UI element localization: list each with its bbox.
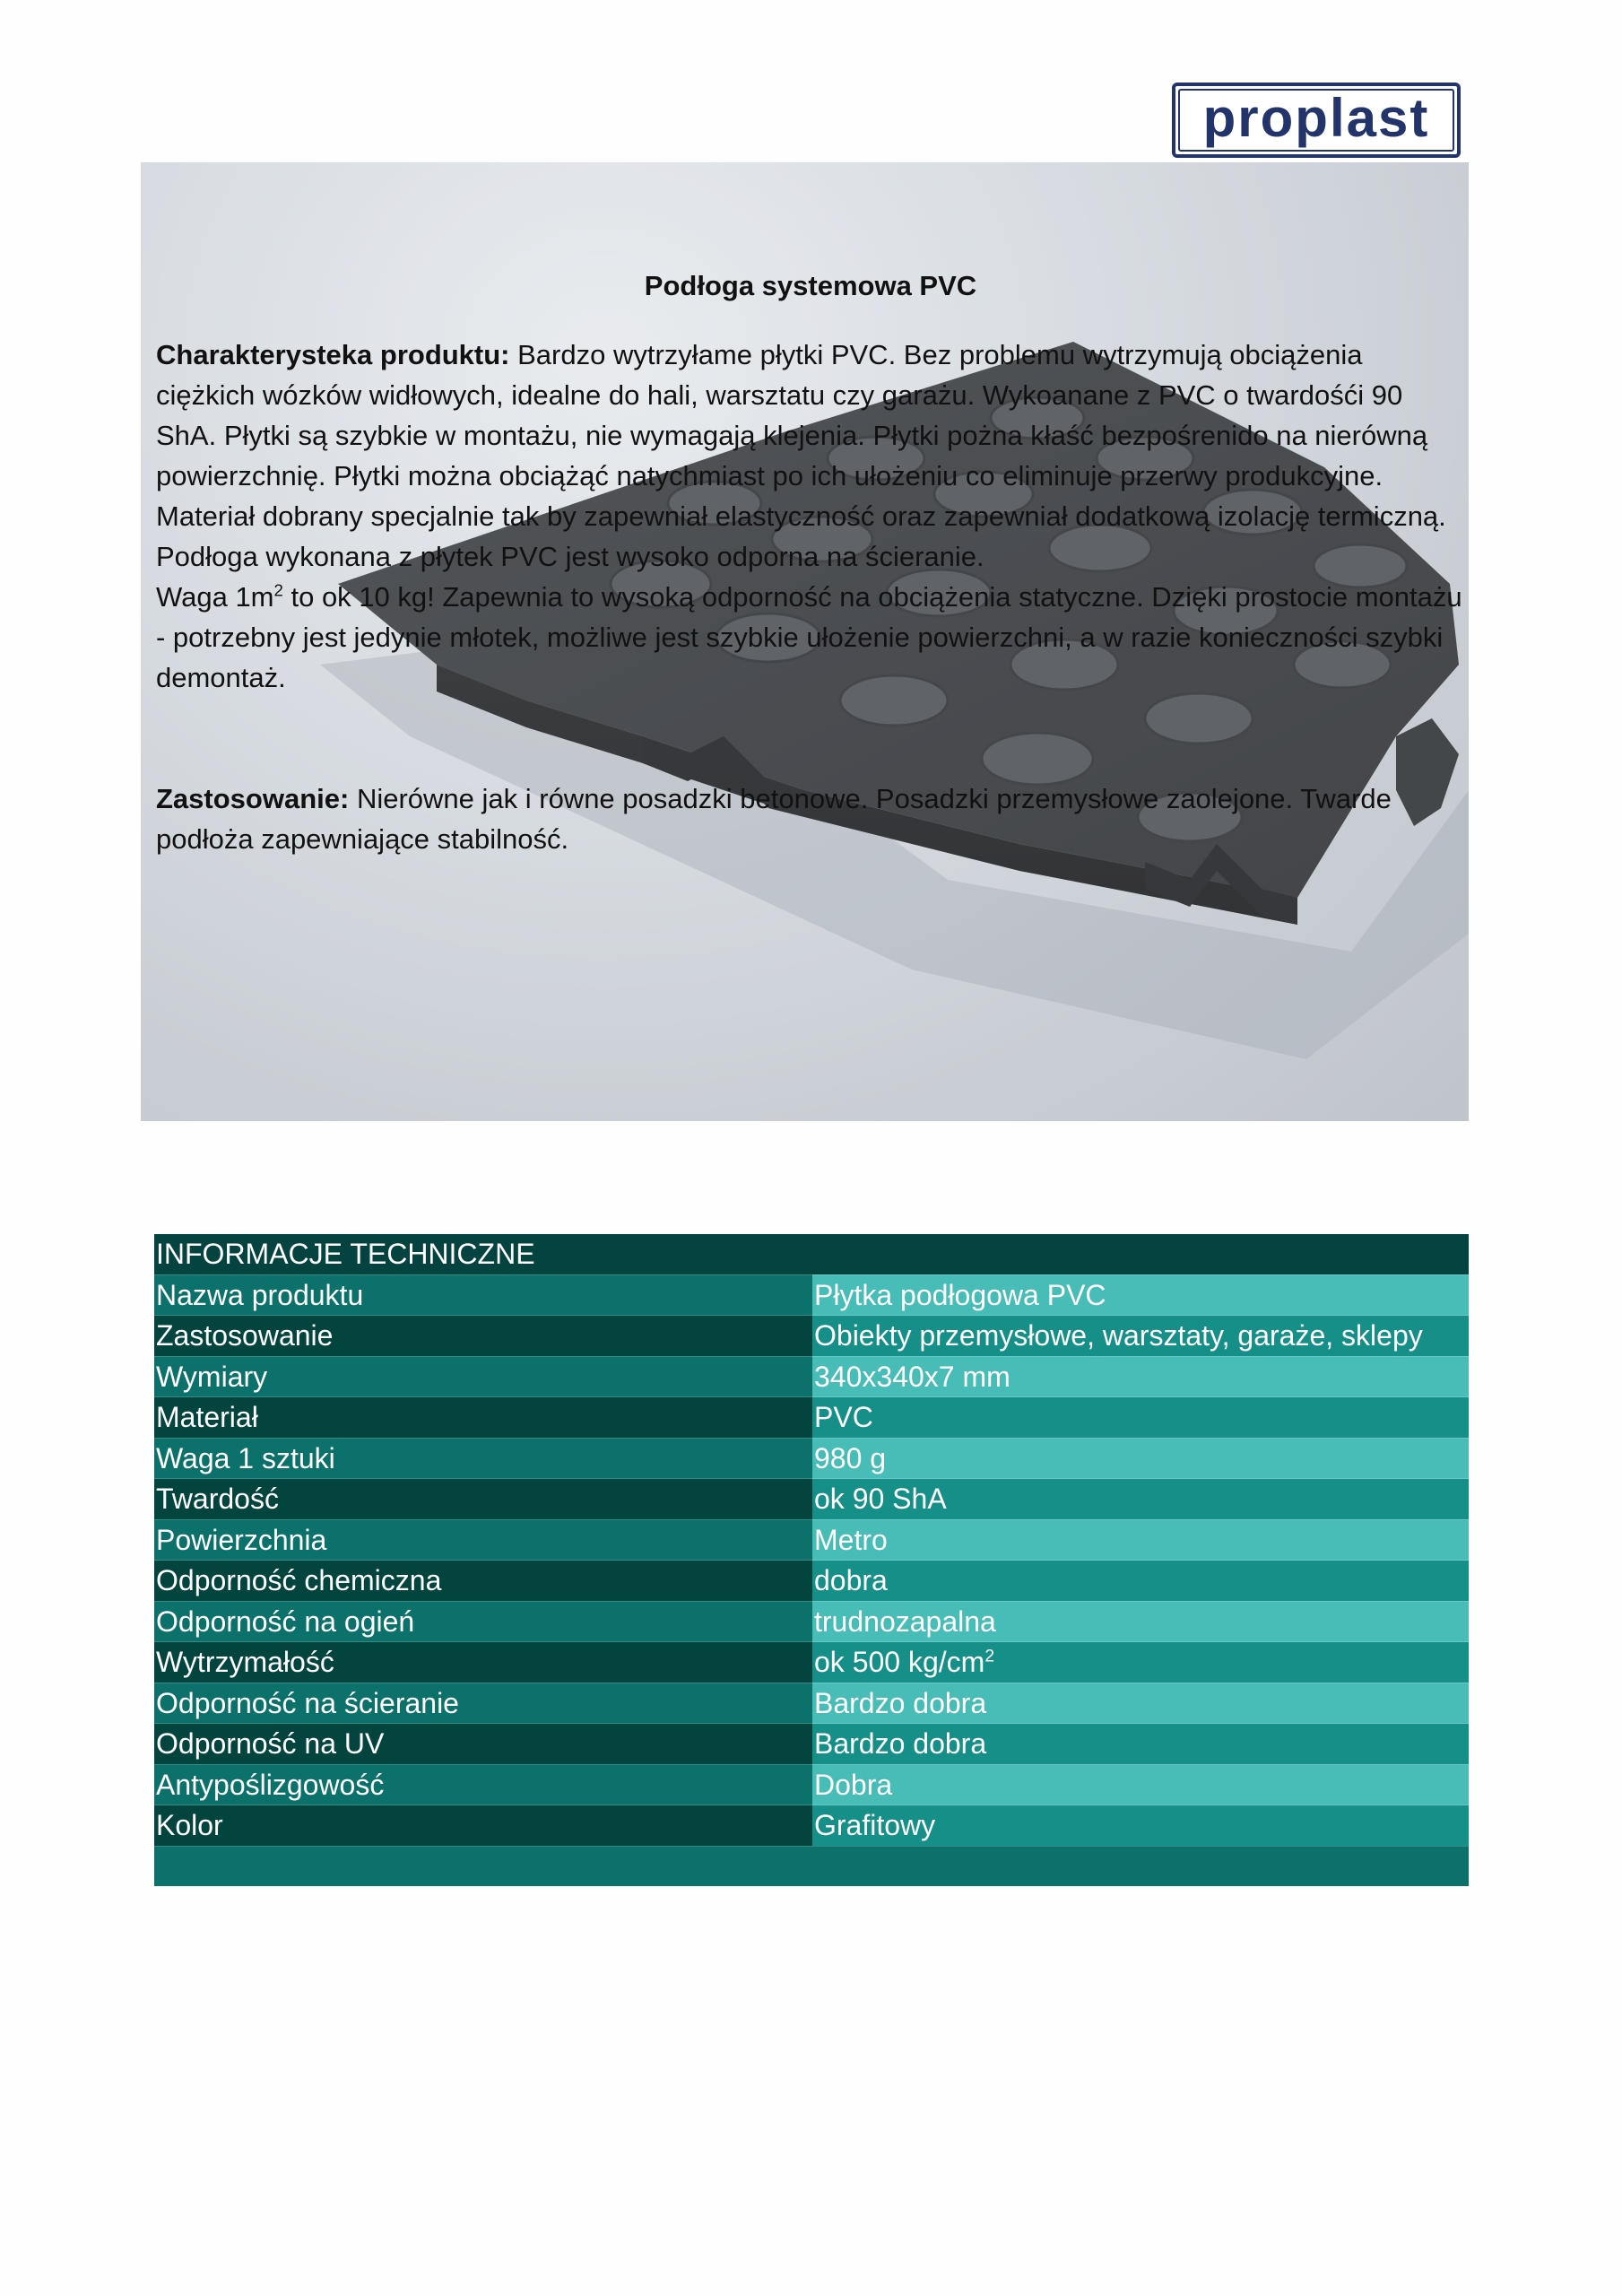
page-title: Podłoga systemowa PVC [644, 270, 977, 301]
hero-banner [141, 162, 1469, 1121]
row-value-text: Dobra [814, 1768, 893, 1801]
row-label: Wytrzymałość [154, 1642, 812, 1683]
row-label: Odporność na ścieranie [154, 1683, 812, 1724]
row-value-text: PVC [814, 1401, 873, 1434]
row-label: Nazwa produktu [154, 1274, 812, 1316]
row-value-text: ok 500 kg/cm [814, 1646, 985, 1679]
usage-paragraph [156, 778, 1465, 859]
characteristics-text: Bardzo wytrzyłame płytki PVC. Bez problemu wytrzymują obciążenia ciężkich wózków widłowych, idealne do hali, warsztatu czy garażu. Wykoanane z PVC o twardośći 90 ShA. Płytki są szybkie w montażu, nie wymagają klejenia. Płytki pożna kłaść bezpośrenido na nierówną powierzchnię. Płytki można obciążąć natychmiast po ich ułożeniu co eliminuje przerwy produkcyjne. Materiał dobrany specjalnie tak by zapewniał elastyczność oraz zapewniał dodatkową izolację termiczną. Podłoga wykonana z płytek PVC jest wysoko odporna na ścieranie. [156, 339, 1446, 572]
row-value [812, 1561, 1469, 1602]
row-label: Odporność na ogień [154, 1601, 812, 1642]
technical-info-table [154, 1234, 1469, 1887]
table-row [154, 1764, 1469, 1805]
usage-text: Nierówne jak i równe posadzki betonowe. Posadzki przemysłowe zaolejone. Twarde podłoża zapewniające stabilność. [156, 783, 1392, 855]
row-value-text: 980 g [814, 1441, 887, 1474]
table-row [154, 1274, 1469, 1316]
row-value-text: Metro [814, 1523, 888, 1556]
row-value [812, 1519, 1469, 1561]
row-value-text: Obiekty przemysłowe, warsztaty, garaże, sklepy [814, 1319, 1423, 1352]
row-value-text: Bardzo dobra [814, 1727, 987, 1761]
row-value-text: 340x340x7 mm [814, 1360, 1010, 1393]
row-value-text: Grafitowy [814, 1809, 936, 1842]
table-row [154, 1316, 1469, 1357]
row-value-text: trudnozapalna [814, 1605, 996, 1638]
table-row [154, 1519, 1469, 1561]
characteristics-label: Charakterysteka produktu: [156, 339, 510, 370]
row-value [812, 1642, 1469, 1683]
characteristics-paragraph [156, 335, 1465, 698]
row-label: Materiał [154, 1397, 812, 1439]
row-value-text: Bardzo dobra [814, 1686, 987, 1719]
row-value [812, 1683, 1469, 1724]
row-label: Waga 1 sztuki [154, 1438, 812, 1479]
row-value [812, 1316, 1469, 1357]
table-row [154, 1642, 1469, 1683]
table-row [154, 1356, 1469, 1397]
table-header-row [154, 1234, 1469, 1274]
row-value [812, 1274, 1469, 1316]
table-row [154, 1683, 1469, 1724]
row-label: Zastosowanie [154, 1316, 812, 1357]
row-value [812, 1479, 1469, 1520]
row-value [812, 1397, 1469, 1439]
table-footer-cell [154, 1846, 1469, 1886]
weight-text: to ok 10 kg! Zapewnia to wysoką odporność na obciążenia statyczne. Dzięki prostocie montażu - potrzebny jest jedynie młotek, możliwe jest szybkie ułożenie powierzchni, a w razie konieczności szybki demontaż. [156, 581, 1462, 693]
row-value [812, 1764, 1469, 1805]
row-value [812, 1724, 1469, 1765]
table-row [154, 1561, 1469, 1602]
row-value [812, 1438, 1469, 1479]
row-label: Odporność na UV [154, 1724, 812, 1765]
row-value-text: dobra [814, 1564, 888, 1597]
logo-text: proplast [1202, 88, 1430, 148]
table-row [154, 1479, 1469, 1520]
row-label: Kolor [154, 1805, 812, 1847]
row-label: Wymiary [154, 1356, 812, 1397]
table-row [154, 1805, 1469, 1847]
row-value [812, 1601, 1469, 1642]
row-value-text: Płytka podłogowa PVC [814, 1278, 1106, 1311]
proplast-logo [1172, 83, 1461, 158]
usage-label: Zastosowanie: [156, 783, 350, 814]
row-label: Twardość [154, 1479, 812, 1520]
row-value-text: ok 90 ShA [814, 1483, 947, 1516]
row-label: Odporność chemiczna [154, 1561, 812, 1602]
row-label: Antypoślizgowość [154, 1764, 812, 1805]
table-header: INFORMACJE TECHNICZNE [154, 1234, 1469, 1274]
row-value [812, 1356, 1469, 1397]
table-row [154, 1724, 1469, 1765]
weight-prefix: Waga 1m [156, 581, 274, 613]
row-value [812, 1805, 1469, 1847]
table-footer-row [154, 1846, 1469, 1886]
weight-sup: 2 [273, 580, 283, 600]
row-label: Powierzchnia [154, 1519, 812, 1561]
table-row [154, 1397, 1469, 1439]
table-row [154, 1438, 1469, 1479]
table-row [154, 1601, 1469, 1642]
hero-text [156, 270, 1465, 859]
row-value-sup: 2 [984, 1647, 994, 1666]
